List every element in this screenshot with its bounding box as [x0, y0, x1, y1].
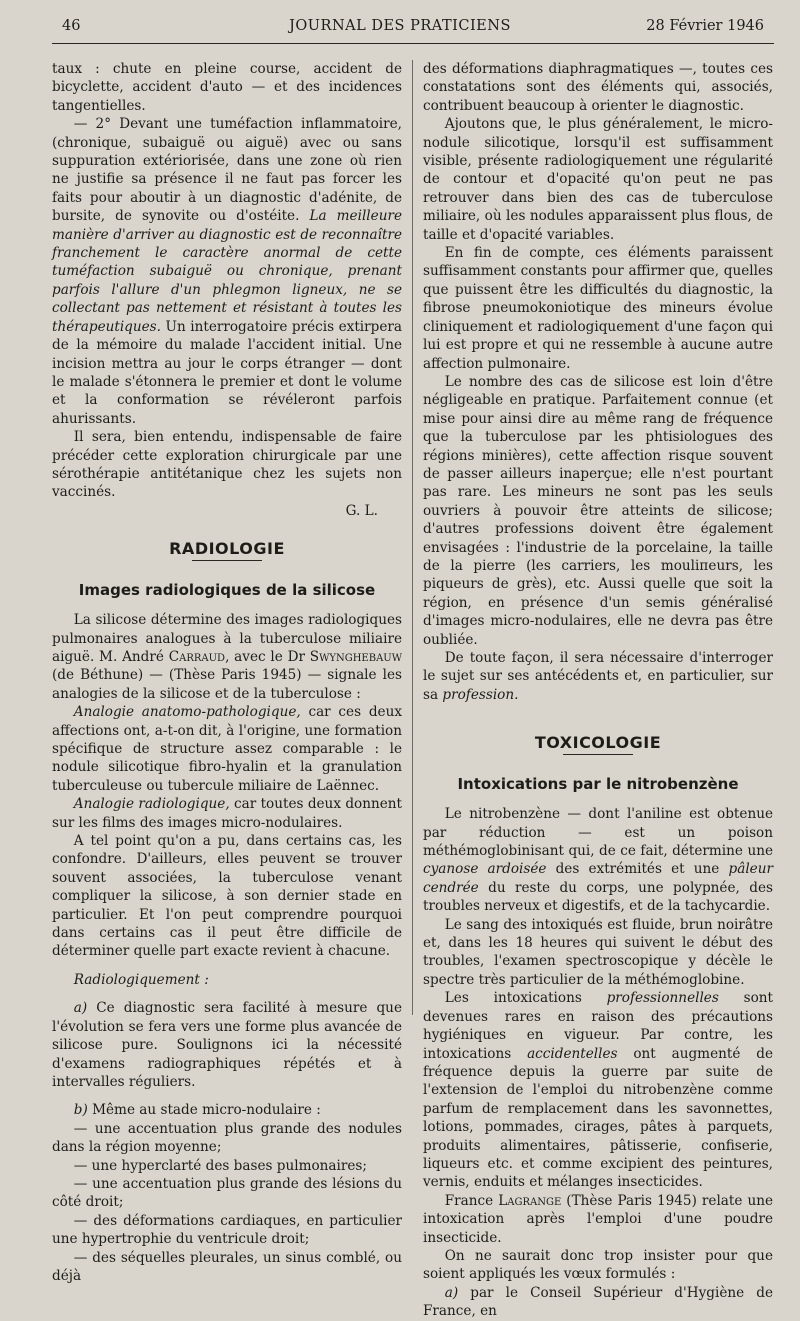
paragraph — [52, 971, 402, 989]
text-run: du reste du corps, une polypnée, des troubles nerveux et digestifs, et de la tachycardie. — [423, 879, 773, 915]
italic-text: accidentelles — [527, 1045, 618, 1062]
paragraph — [423, 805, 773, 915]
paragraph: En fin de compte, ces éléments paraissent suffisamment constants pour affirmer que, quelles que puissent être les difficultés du diagnostic, la fibrose pneumokoniotique des mineurs évolue cliniquement et radiologiquement d'une façon qui lui est propre et qui ne ressemble à aucune autre affection pulmonaire. — [423, 245, 773, 372]
section-heading-toxicologie: TOXICOLOGIE — [534, 733, 662, 753]
text-run: Même au stade micro-nodulaire : — [87, 1102, 321, 1119]
author-signature: G. L. — [345, 502, 378, 519]
running-header — [0, 18, 800, 42]
article-title-nitrobenzene: Intoxications par le nitrobenzène — [457, 775, 739, 794]
text-run: sont devenues rares en raison des précautions hygiéniques en vigueur. Par contre, les intoxications — [423, 990, 774, 1062]
paragraph — [423, 989, 773, 1191]
text-run: (de Béthune) — (Thèse Paris 1945) — signale les analogies de la silicose et de la tuberculose : — [52, 667, 402, 702]
paragraph — [52, 795, 402, 832]
text-run: France — [444, 1192, 499, 1209]
text-run: Ce diagnostic sera facilité à mesure que l'évolution se fera vers une forme plus avancée de silicose pure. Soulignons ici la nécessité d'examens radiographiques répétés et à intervalles réguliers. — [52, 1000, 402, 1090]
paragraph — [52, 611, 402, 703]
italic-text: Analogie radiologique, — [73, 796, 230, 813]
section-heading-radiologie: RADIOLOGIE — [169, 539, 285, 559]
paragraph — [52, 115, 402, 428]
journal-title: JOURNAL DES PRATICIENS — [289, 18, 511, 34]
italic-text: a) — [444, 1284, 459, 1301]
text-run: ont augmenté de fréquence depuis la guerre par suite de l'extension de l'emploi du nitrobenzène comme parfum de remplacement dans les savonnettes, lotions, pommades, cirages, pâtes à parquets, produits alimentaires, pâtisserie, confiserie, liqueurs etc. et comme excipient des peintures, vernis, enduits et mélanges insecticides. — [423, 1045, 773, 1191]
paragraph: Le nombre des cas de silicose est loin d'être négligeable en pratique. Parfaitement connue (et mise pour ainsi dire au même rang de fréquence que la tuberculose par les phtisiologues des régions minières), cette affection risque souvent de passer ailleurs inaperçue; elle n'est pourtant pas rare. Les mineurs ne sont pas les seuls ouvriers à pouvoir être atteints de silicose; d'autres professions doivent être également envisagées : l'industrie de la porcelaine, la taille de la pierre (les carriers, les mouliпeurs, les piqueurs de grès), etc. Aussi quelle que soit la région, en présence d'un semis généralisé d'images micro-nodulaires, elle ne devra pas être oubliée. — [423, 373, 773, 648]
text-run: , avec le Dr — [225, 648, 310, 665]
paragraph — [52, 1101, 402, 1119]
page-number: 46 — [62, 18, 81, 34]
issue-date: 28 Février 1946 — [646, 18, 764, 34]
left-column — [52, 60, 402, 1284]
text-run: Le nitrobenzène — dont l'aniline est obtenue par réduction — est un poison méthémoglobinisant qui, de ce fait, détermine une — [423, 806, 773, 860]
author-name: Carraud — [168, 648, 226, 665]
header-rule — [52, 43, 774, 44]
list-item: — une hyperclarté des bases pulmonaires; — [73, 1157, 367, 1174]
list-item: — des déformations cardiaques, en particulier une hypertrophie du ventricule droit; — [52, 1212, 402, 1248]
paragraph: des déformations diaphragmatiques —, toutes ces constatations sont des éléments qui, associés, contribuent beaucoup à orienter le diagnostic. — [423, 61, 773, 114]
paragraph: Le sang des intoxiqués est fluide, brun noirâtre et, dans les 18 heures qui suivent le début des troubles, l'examen spectroscopique y décèle le spectre très particulier de la méthémoglobine. — [423, 916, 773, 988]
italic-text: Analogie anatomo-pathologique, — [73, 704, 301, 721]
italic-text: pâleur cendrée — [423, 861, 773, 896]
text-run: Un interrogatoire précis extirpera de la mémoire du malade l'accident initial. Une incision mettra au jour le corps étranger — dont le malade s'étonnera le premier et dont le volume et la conformation se révéleront parfois ahurissants. — [52, 318, 402, 427]
text-run: La silicose détermine des images radiologiques pulmonaires analogues à la tuberculose miliaire aiguë. M. André — [52, 612, 402, 665]
italic-text: b) — [73, 1102, 88, 1119]
italic-text: professionnelles — [606, 990, 719, 1007]
author-name: Swynghebauw — [309, 648, 402, 665]
list-item — [423, 1284, 773, 1321]
italic-text: a) — [73, 1000, 88, 1017]
italic-text: profession. — [442, 686, 519, 703]
right-column — [423, 60, 774, 1320]
paragraph: On ne saurait donc trop insister pour que soient appliqués les vœux formulés : — [423, 1247, 773, 1283]
paragraph — [52, 999, 402, 1091]
italic-text: La meilleure manière d'arriver au diagnostic est de reconnaître franchement le caractère anormal de cette tuméfaction subaiguë ou chronique, prenant parfois l'allure d'un phlegmon ligneux, ne se collectant pas nettement et résistant à toutes les thérapeutiques. — [52, 208, 402, 335]
text-run: car ces deux affections ont, a-t-on dit, à l'origine, une formation spécifique de structure assez comparable : le nodule silicotique fibro-hyalin et la granulation tuberculeuse ou tubercule miliaire de Laënnec. — [52, 704, 402, 794]
paragraph — [423, 1192, 773, 1247]
paragraph: taux : chute en pleine course, accident de bicyclette, accident d'auto — et des incidences tangentielles. — [52, 61, 402, 114]
text-run: par le Conseil Supérieur d'Hygiène de France, en — [423, 1284, 773, 1320]
column-divider — [412, 60, 413, 1015]
text-run: (Thèse Paris 1945) relate une intoxication après l'emploi d'une poudre insecticide. — [423, 1192, 773, 1246]
paragraph: A tel point qu'on a pu, dans certains cas, les confondre. D'ailleurs, elles peuvent se trouver souvent associées, la tuberculose venant compliquer la silicose, à son dernier stade en particulier. Et l'on peut comprendre pourquoi dans certains cas il peut être difficile de déterminer quelle part exacte revient à chacune. — [52, 833, 402, 960]
text-run: des extrémités et une — [546, 861, 729, 878]
text-run: — 2° Devant une tuméfaction inflammatoire, (chronique, subaiguë ou aiguë) avec ou sans suppuration extérioriséе, dans une zone où rien ne justifie sa présence il ne faut pas forcer les faits pour aboutir à un diagnostic d'adénite, de bursite, de synovite ou d'ostéite. — [52, 116, 402, 225]
list-item: — une accentuation plus grande des lésions du côté droit; — [52, 1175, 402, 1211]
author-name: Lagrange — [498, 1192, 562, 1209]
list-item: — une accentuation plus grande des nodules dans la région moyenne; — [52, 1120, 402, 1156]
text-run: De toute façon, il sera nécessaire d'interroger le sujet sur ses antécédents et, en particulier, sur sa — [423, 650, 773, 703]
text-run: car toutes deux donnent sur les films des images micro-nodulaires. — [52, 796, 402, 831]
text-run: Les intoxications — [444, 990, 607, 1007]
paragraph: Ajoutons que, le plus généralement, le micro-nodule silicotique, lorsqu'il est suffisamment visible, présente radiologiquement une régularité de contour et d'opacité qu'on peut ne pas retrouver dans bien des cas de tuberculose miliaire, où les nodules apparaissent plus flous, de taille et d'opacité variables. — [423, 116, 773, 243]
paragraph — [52, 703, 402, 795]
list-item: — des séquelles pleurales, un sinus comblé, ou déjà — [52, 1249, 402, 1284]
article-title-silicose: Images radiologiques de la silicose — [78, 581, 376, 600]
paragraph: Il sera, bien entendu, indispensable de faire précéder cette exploration chirurgicale par une sérothérapie antitétanique chez les sujets non vaccinés. — [52, 429, 402, 501]
paragraph — [423, 649, 773, 704]
italic-text: cyanose ardoisée — [423, 861, 547, 878]
italic-text: Radiologiquement : — [73, 971, 209, 988]
